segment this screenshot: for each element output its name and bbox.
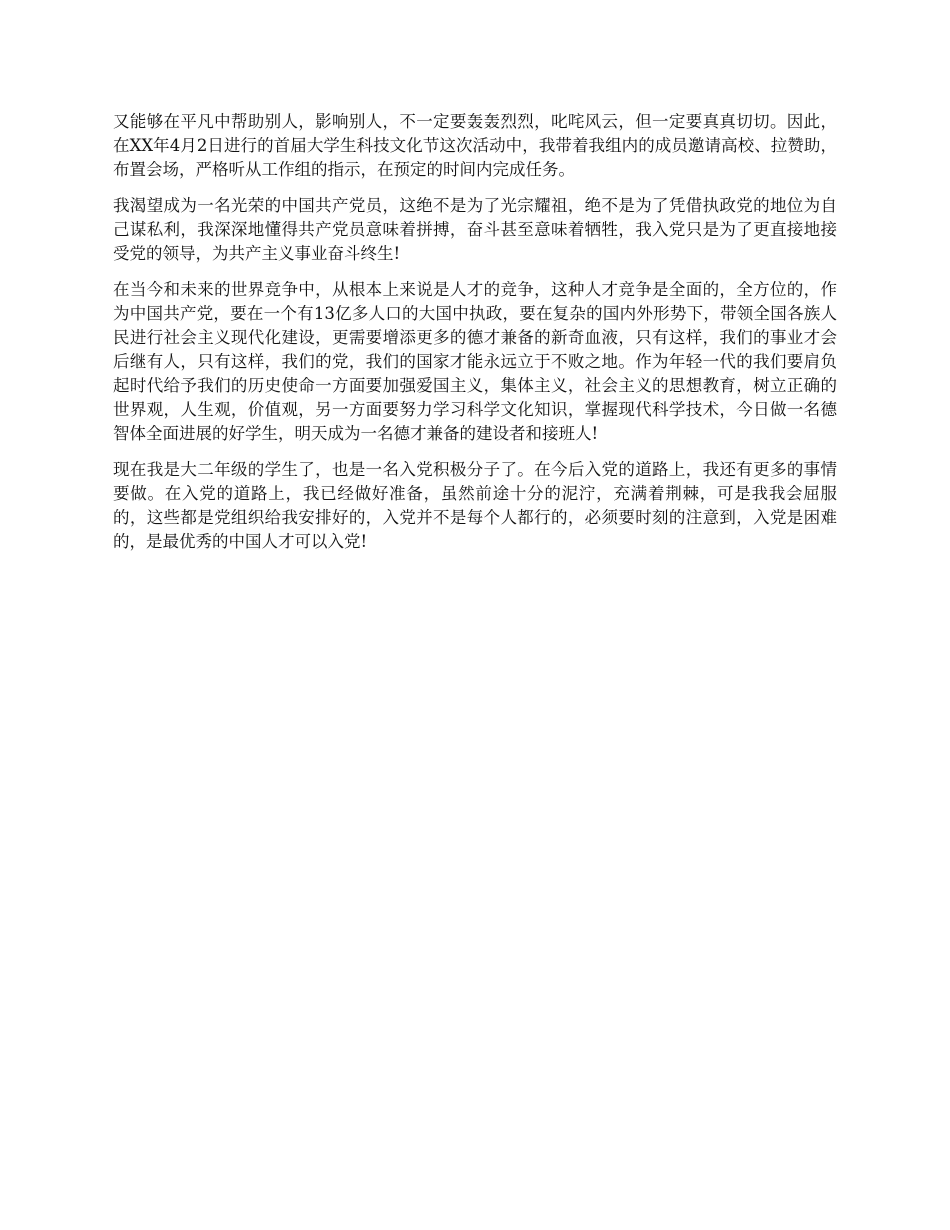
paragraph-3: 在当今和未来的世界竞争中，从根本上来说是人才的竞争，这种人才竞争是全面的，全方位的，作为中国共产党，要在一个有13亿多人口的大国中执政，要在复杂的国内外形势下，带领全国各族人民进行社会主义现代化建设，更需要增添更多的德才兼备的新奇血液，只有这样，我们的事业才会后继有人，只有这样，我们的党，我们的国家才能永远立于不败之地。作为年轻一代的我们要肩负起时代给予我们的历史使命一方面要加强爱国主义，集体主义，社会主义的思想教育，树立正确的世界观，人生观，价值观，另一方面要努力学习科学文化知识，掌握现代科学技术，今日做一名德智体全面进展的好学生，明天成为一名德才兼备的建设者和接班人!: [113, 280, 837, 443]
paragraph-4: 现在我是大二年级的学生了，也是一名入党积极分子了。在今后入党的道路上，我还有更多的事情要做。在入党的道路上，我已经做好准备，虽然前途十分的泥泞，充满着荆棘，可是我我会屈服的，这些都是党组织给我安排好的，入党并不是每个人都行的，必须要时刻的注意到，入党是困难的，是最优秀的中国人才可以入党!: [113, 460, 837, 551]
paragraph-2: 我渴望成为一名光荣的中国共产党员，这绝不是为了光宗耀祖，绝不是为了凭借执政党的地位为自己谋私利，我深深地懂得共产党员意味着拼搏，奋斗甚至意味着牺牲，我入党只是为了更直接地接受党的领导，为共产主义事业奋斗终生!: [113, 196, 837, 263]
document-page: [113, 110, 837, 566]
paragraph-1: 又能够在平凡中帮助别人，影响别人，不一定要轰轰烈烈，叱咤风云，但一定要真真切切。因此，在XX年4月2日进行的首届大学生科技文化节这次活动中，我带着我组内的成员邀请高校、拉赞助，布置会场，严格听从工作组的指示，在预定的时间内完成任务。: [113, 112, 837, 179]
